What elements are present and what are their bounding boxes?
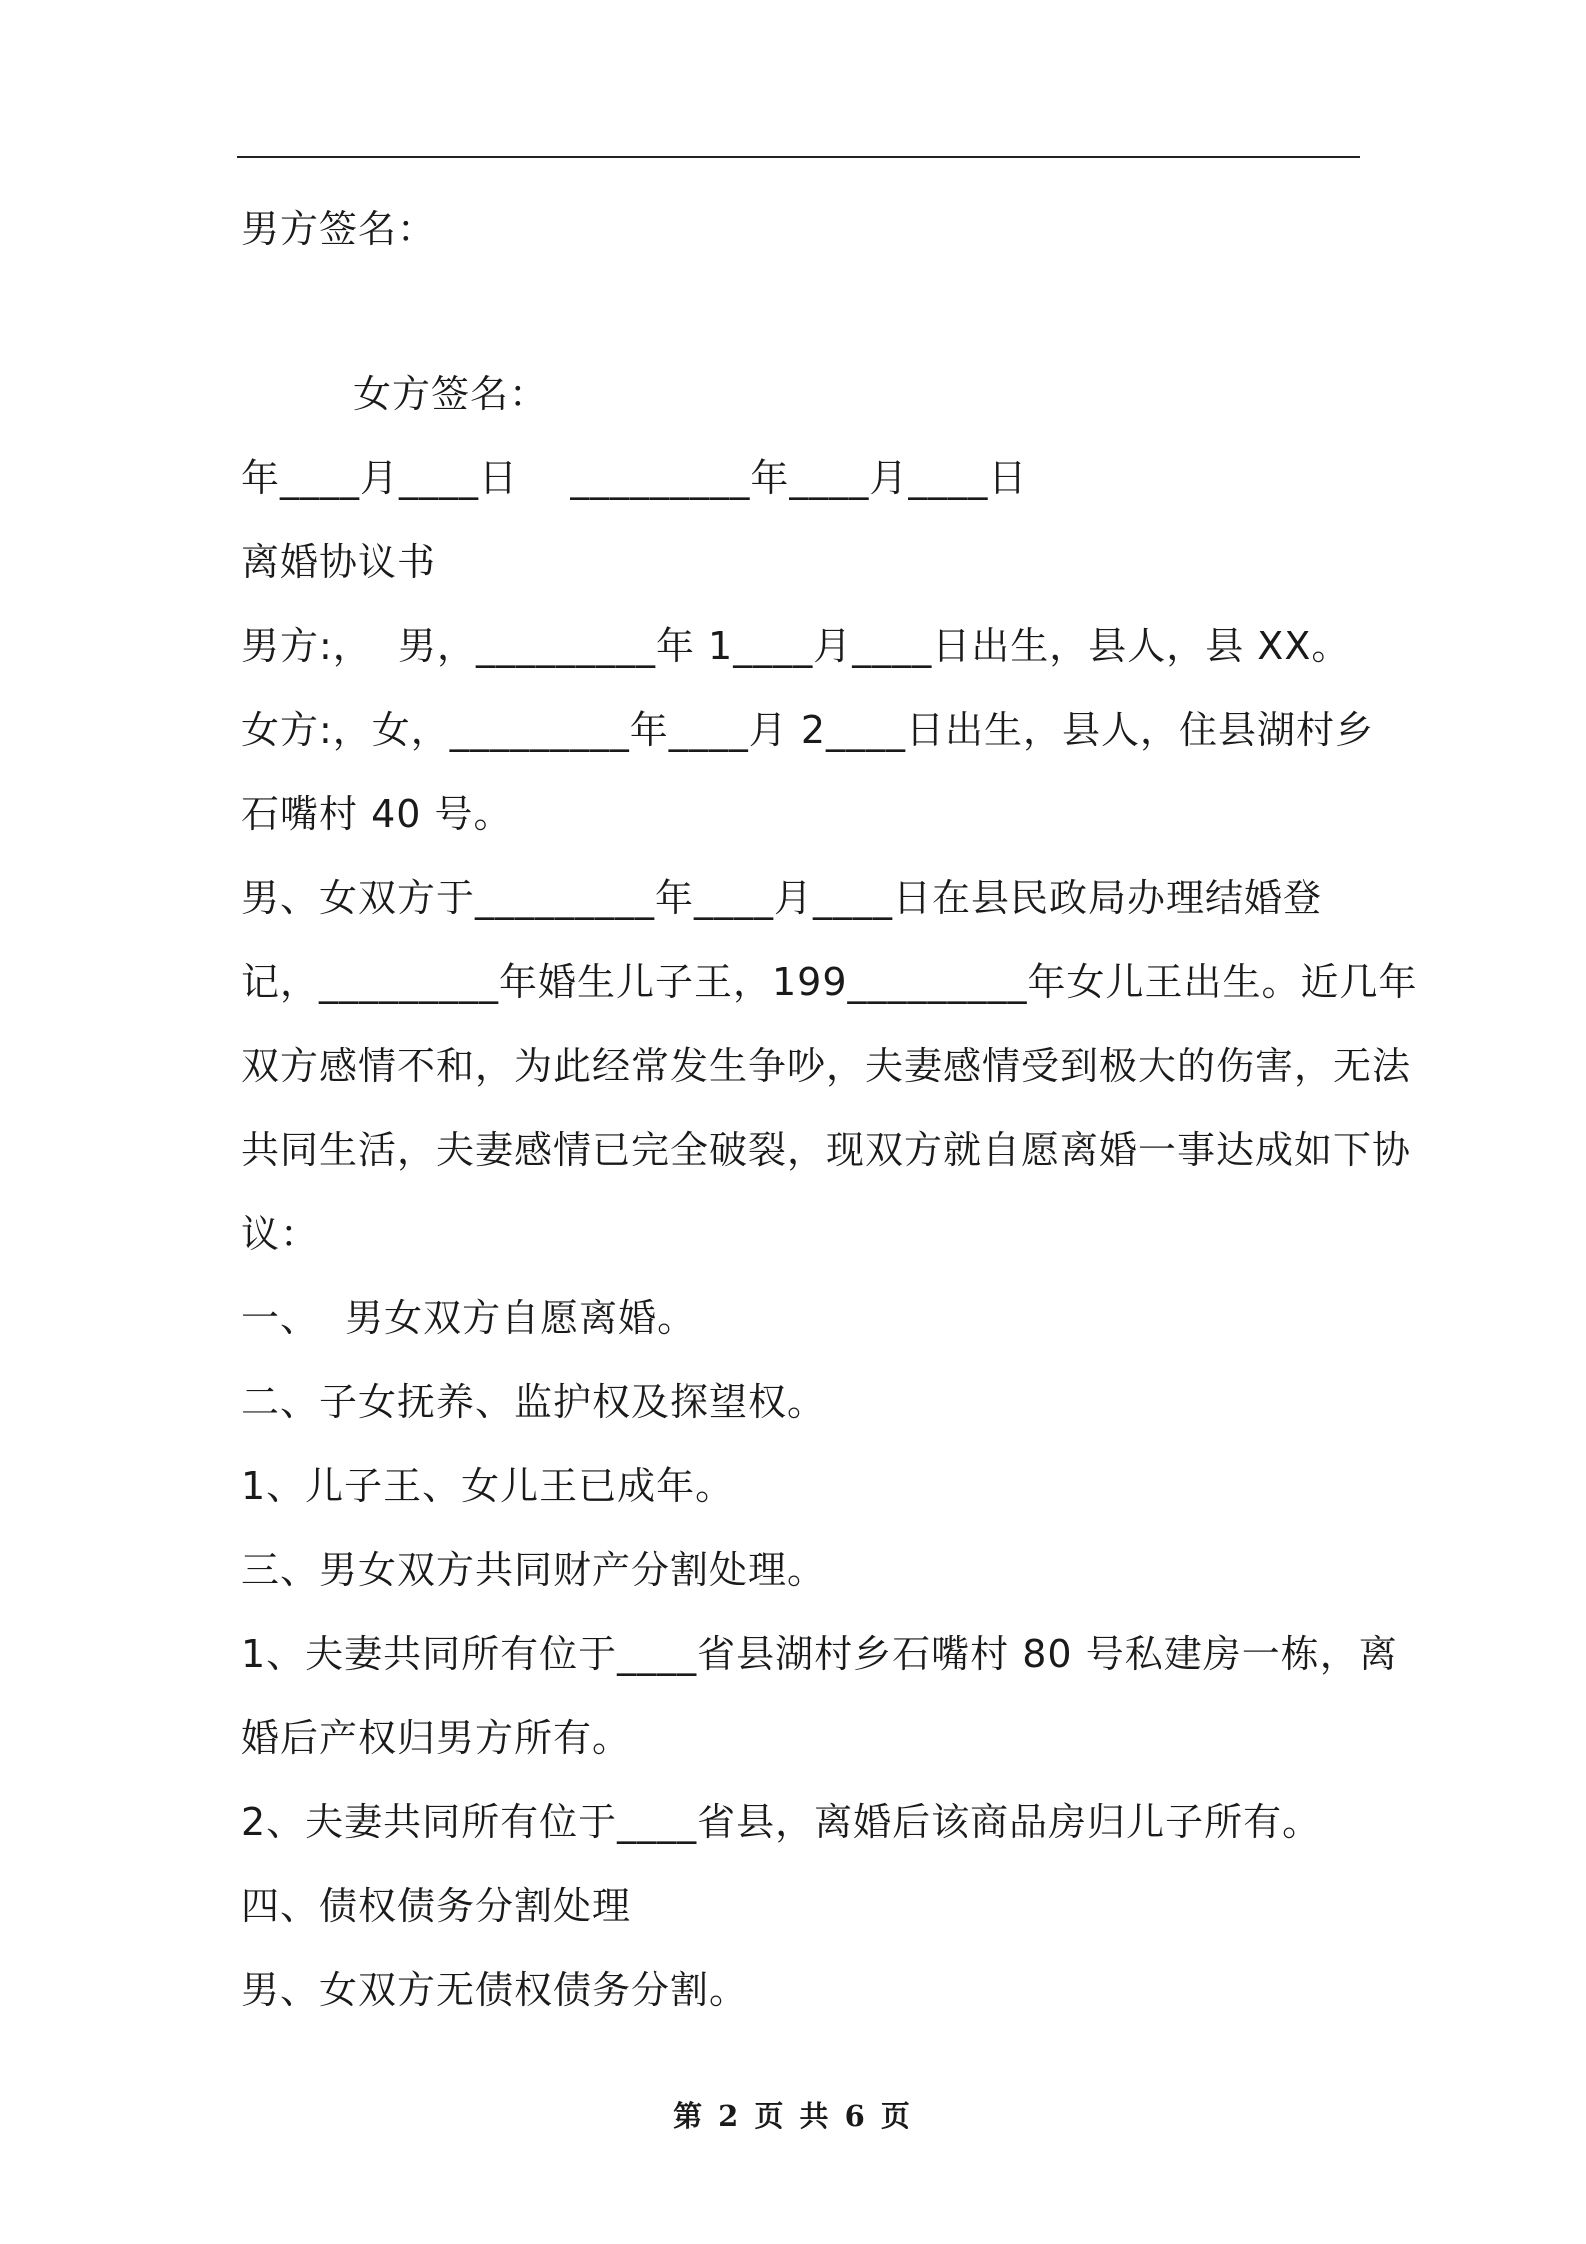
header-divider: [237, 156, 1360, 158]
paragraph-line: 1、夫妻共同所有位于____省县湖村乡石嘴村 80 号私建房一栋，离: [241, 1632, 1398, 1676]
section-heading: 三、男女双方共同财产分割处理。: [241, 1548, 827, 1592]
paragraph-line: 女方:，女，_________年____月 2____日出生，县人，住县湖村乡: [241, 708, 1375, 752]
signature-date-line: 年____月____日 _________年____月____日: [241, 456, 1028, 500]
female-signature-label: 女方签名：: [353, 372, 549, 416]
paragraph-line: 共同生活，夫妻感情已完全破裂，现双方就自愿离婚一事达成如下协: [241, 1128, 1412, 1172]
paragraph-line: 石嘴村 40 号。: [241, 792, 513, 836]
section-heading: 二、子女抚养、监护权及探望权。: [241, 1380, 827, 1424]
paragraph-line: 婚后产权归男方所有。: [241, 1716, 632, 1760]
paragraph-line: 2、夫妻共同所有位于____省县，离婚后该商品房归儿子所有。: [241, 1800, 1322, 1844]
paragraph-line: 男方:， 男，_________年 1____月____日出生，县人，县 XX。: [241, 624, 1351, 668]
paragraph-line: 1、儿子王、女儿王已成年。: [241, 1464, 735, 1508]
section-heading: 一、 男女双方自愿离婚。: [241, 1296, 697, 1340]
document-title: 离婚协议书: [241, 540, 437, 584]
paragraph-line: 双方感情不和，为此经常发生争吵，夫妻感情受到极大的伤害，无法: [241, 1044, 1412, 1088]
paragraph-line: 议：: [241, 1212, 320, 1256]
paragraph-line: 男、女双方于_________年____月____日在县民政局办理结婚登: [241, 876, 1323, 920]
section-heading: 四、债权债务分割处理: [241, 1884, 632, 1928]
male-signature-label: 男方签名：: [241, 207, 437, 251]
page-number: 第 2 页 共 6 页: [673, 2099, 913, 2133]
paragraph-line: 男、女双方无债权债务分割。: [241, 1968, 749, 2012]
paragraph-line: 记，_________年婚生儿子王，199_________年女儿王出生。近几年: [241, 960, 1418, 1004]
